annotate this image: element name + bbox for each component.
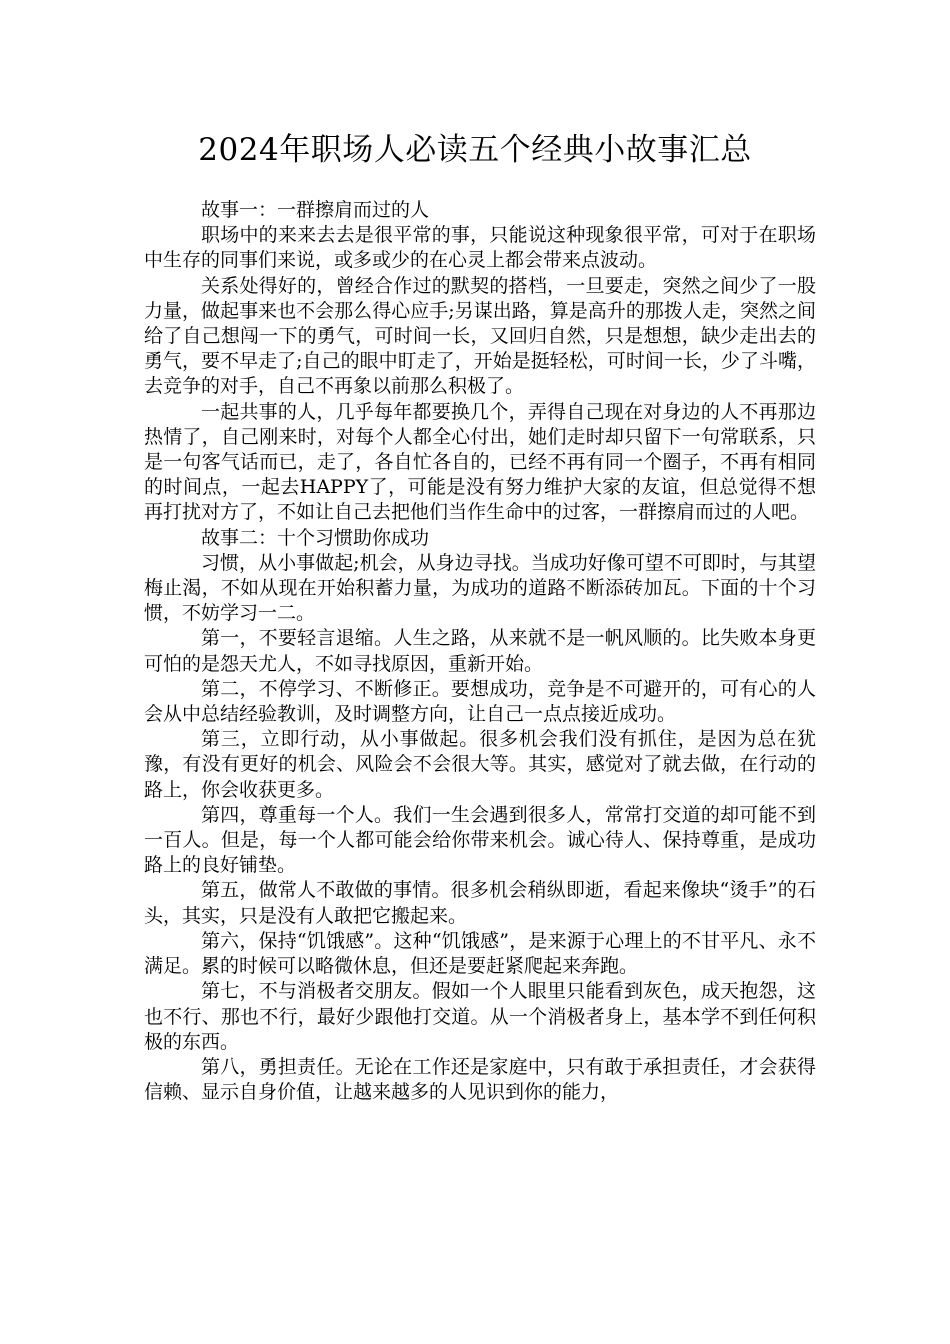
habit-paragraph: 第六，保持“饥饿感”。这种“饥饿感”，是来源于心理上的不甘平凡、永不满足。累的时候可以略微休息，但还是要赶紧爬起来奔跑。 — [144, 929, 816, 978]
story-heading: 故事一：一群擦肩而过的人 — [201, 199, 430, 221]
paragraph: 一起共事的人，几乎每年都要换几个，弄得自己现在对身边的人不再那边热情了，自己刚来时，对每个人都全心付出，她们走时却只留下一句常联系，只是一句客气话而已，走了，各自忙各自的，已经不再有同一个圈子，不再有相同的时间点，一起去HAPPY了，可能是没有努力维护大家的友谊，但总觉得不想再打扰对方了，不如让自己去把他们当作生命中的过客，一群擦肩而过的人吧。 — [144, 400, 816, 524]
paragraph: 关系处得好的，曾经合作过的默契的搭档，一旦要走，突然之间少了一股力量，做起事来也不会那么得心应手;另谋出路，算是高升的那拨人走，突然之间给了自己想闯一下的勇气，可时间一长，又回归自然，只是想想，缺少走出去的勇气，要不早走了;自己的眼中盯走了，开始是挺轻松，可时间一长，少了斗嘴，去竞争的对手，自己不再象以前那么积极了。 — [144, 274, 816, 398]
habit-paragraph: 第五，做常人不敢做的事情。很多机会稍纵即逝，看起来像块“烫手”的石头，其实，只是没有人敢把它搬起来。 — [144, 879, 816, 927]
story-heading: 故事二：十个习惯助你成功 — [201, 526, 430, 549]
habit-paragraph: 第二，不停学习、不断修正。要想成功，竞争是不可避开的，可有心的人会从中总结经验教训，及时调整方向，让自己一点点接近成功。 — [144, 677, 816, 726]
habit-paragraph: 第三，立即行动，从小事做起。很多机会我们没有抓住，是因为总在犹豫，有没有更好的机会、风险会不会很大等。其实，感觉对了就去做，在行动的路上，你会收获更多。 — [144, 728, 816, 801]
paragraph: 职场中的来来去去是很平常的事，只能说这种现象很平常，可对于在职场中生存的同事们来说，或多或少的在心灵上都会带来点波动。 — [144, 224, 816, 272]
document-title: 2024年职场人必读五个经典小故事汇总 — [198, 132, 752, 168]
document-body — [144, 198, 816, 1105]
habit-paragraph: 第八，勇担责任。无论在工作还是家庭中，只有敢于承担责任，才会获得信赖、显示自身价值，让越来越多的人见识到你的能力， — [144, 1055, 816, 1104]
habit-paragraph: 第七，不与消极者交朋友。假如一个人眼里只能看到灰色，成天抱怨，这也不行、那也不行，最好少跟他打交道。从一个消极者身上，基本学不到任何积极的东西。 — [144, 980, 816, 1053]
paragraph: 习惯，从小事做起;机会，从身边寻找。当成功好像可望不可即时，与其望梅止渴，不如从现在开始积蓄力量，为成功的道路不断添砖加瓦。下面的十个习惯，不妨学习一二。 — [144, 551, 816, 625]
habit-paragraph: 第一，不要轻言退缩。人生之路，从来就不是一帆风顺的。比失败本身更可怕的是怨天尤人，不如寻找原因，重新开始。 — [144, 627, 816, 675]
habit-paragraph: 第四，尊重每一个人。我们一生会遇到很多人，常常打交道的却可能不到一百人。但是，每一个人都可能会给你带来机会。诚心待人、保持尊重，是成功路上的良好铺垫。 — [144, 803, 816, 877]
